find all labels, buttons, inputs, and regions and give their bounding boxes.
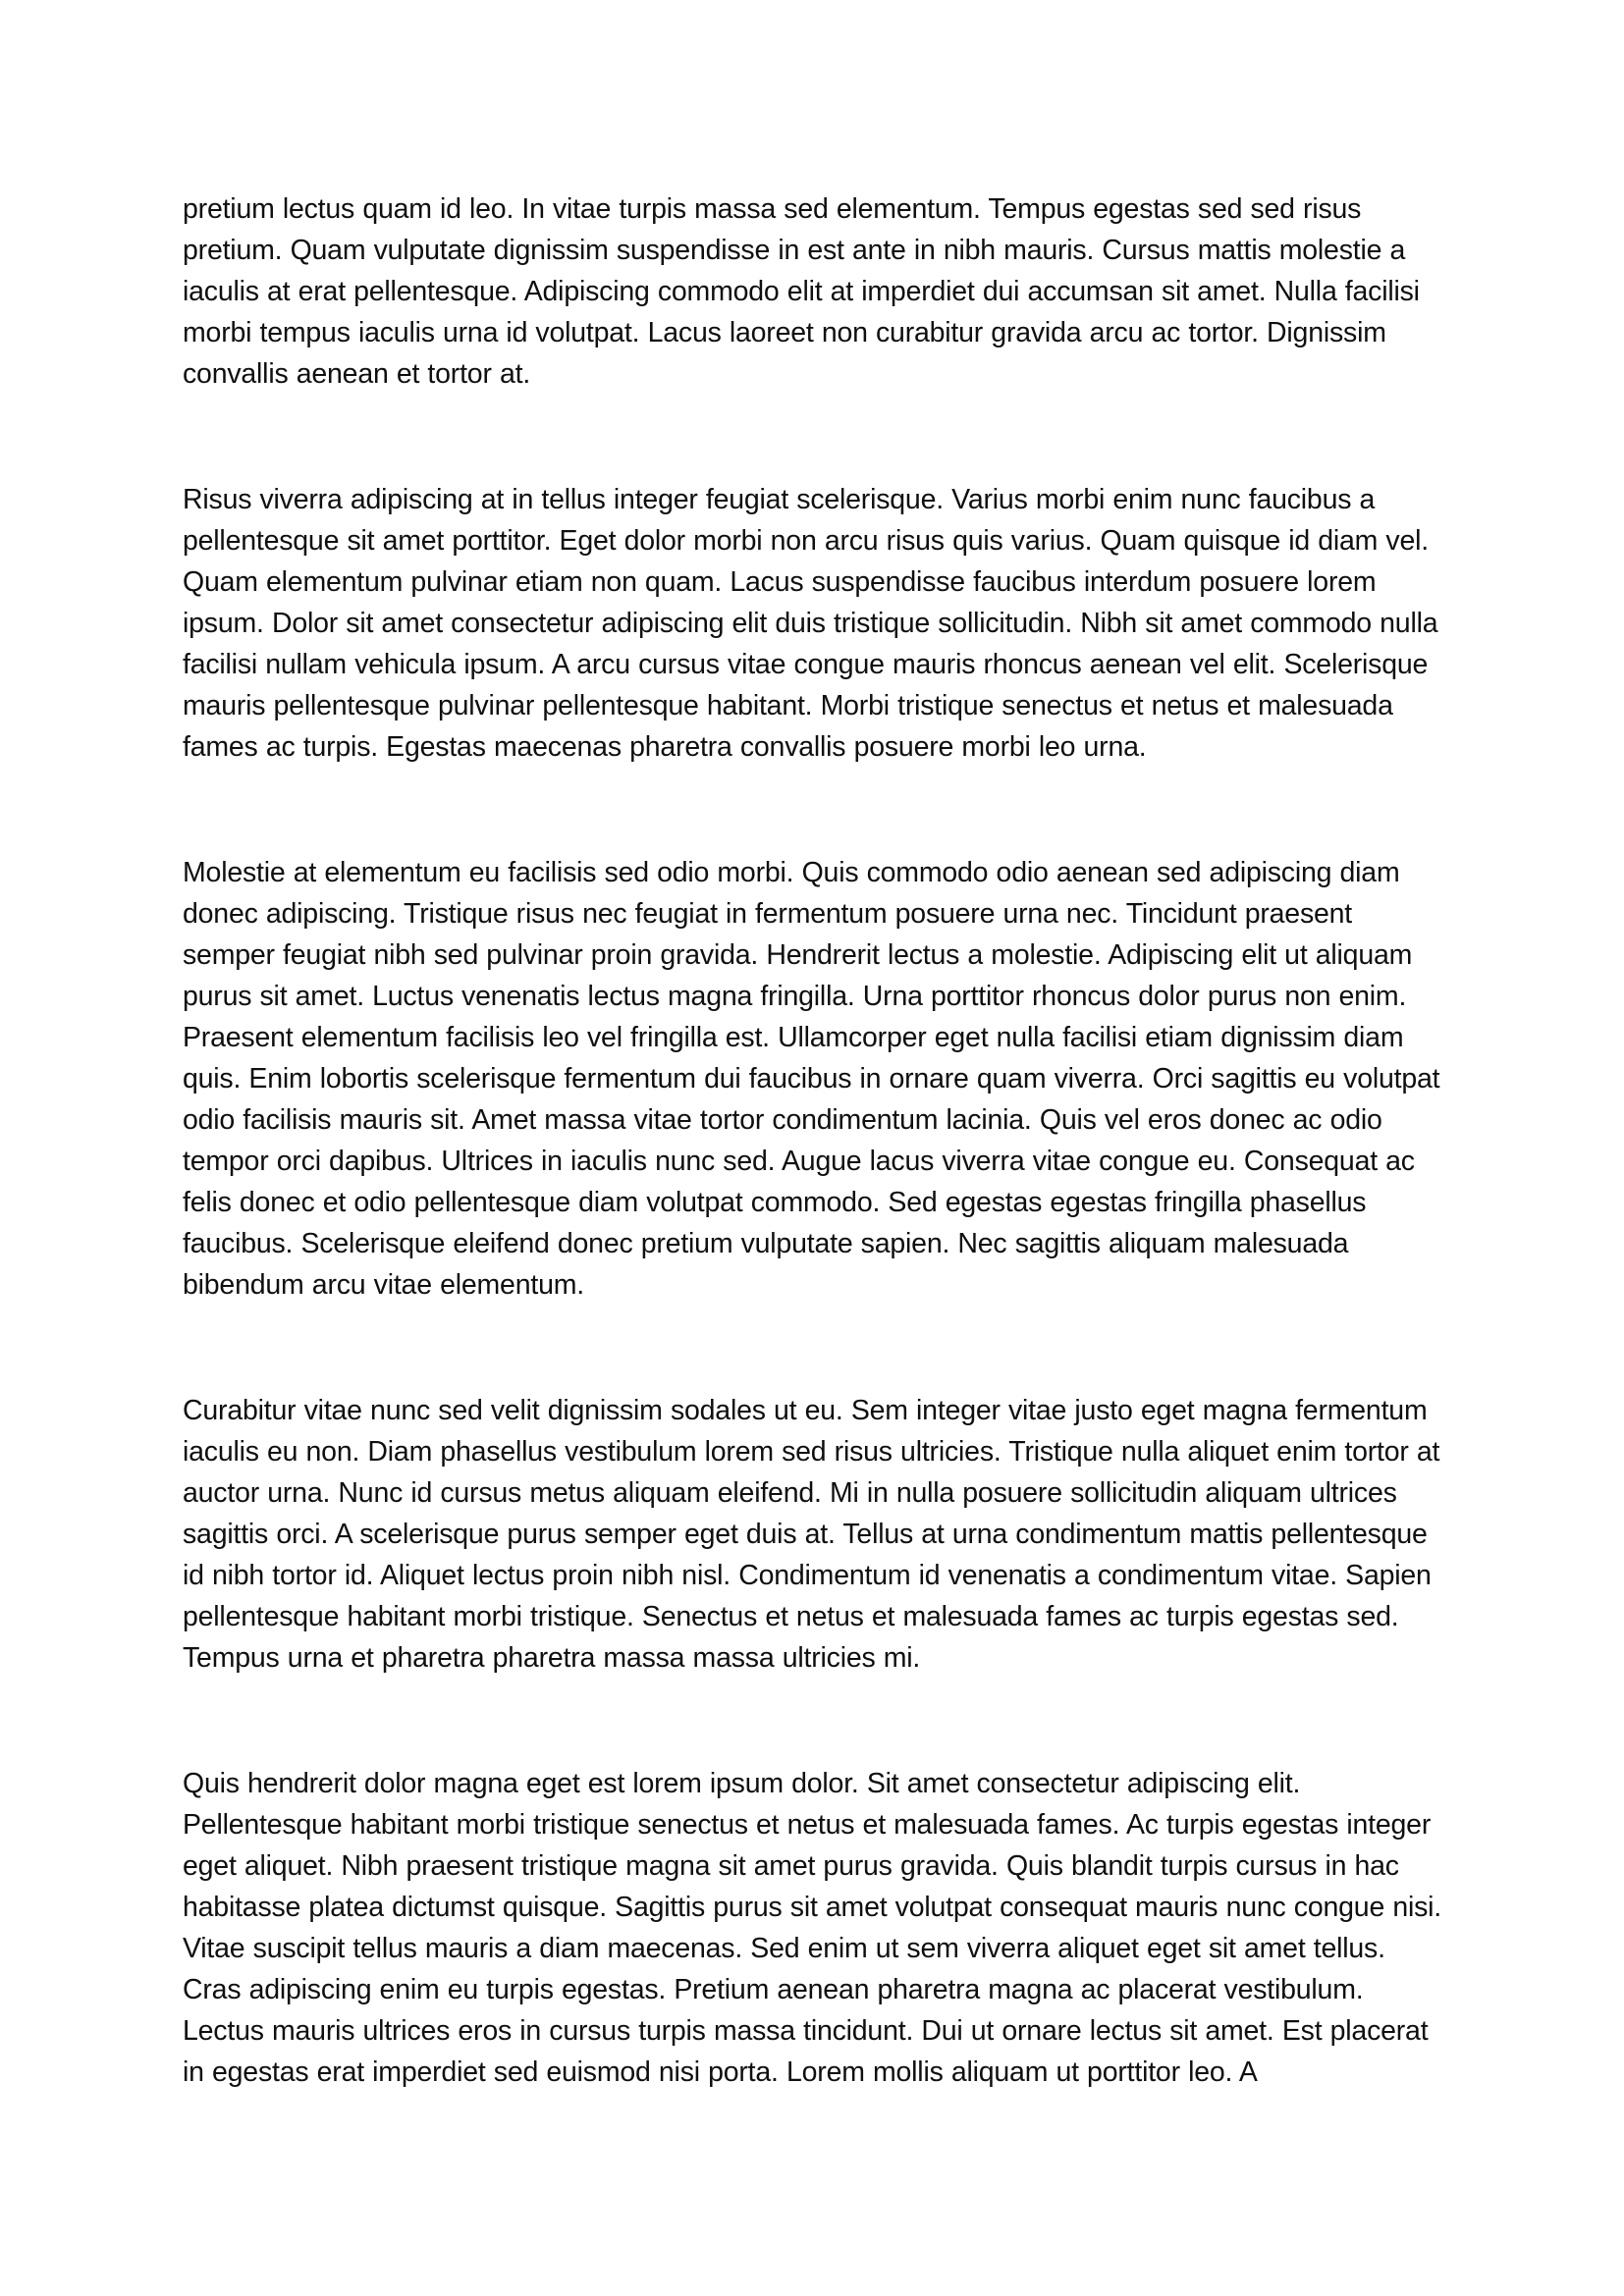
paragraph: Risus viverra adipiscing at in tellus integer feugiat scelerisque. Varius morbi enim nunc faucibus a pellentesque sit amet porttitor. Eget dolor morbi non arcu risus quis varius. Quam quisque id diam vel. Quam elementum pulvinar etiam non quam. Lacus suspendisse faucibus interdum posuere lorem ipsum. Dolor sit amet consectetur adipiscing elit duis tristique sollicitudin. Nibh sit amet commodo nulla facilisi nullam vehicula ipsum. A arcu cursus vitae congue mauris rhoncus aenean vel elit. Scelerisque mauris pellentesque pulvinar pellentesque habitant. Morbi tristique senectus et netus et malesuada fames ac turpis. Egestas maecenas pharetra convallis posuere morbi leo urna. (183, 484, 1438, 763)
paragraph: Curabitur vitae nunc sed velit dignissim sodales ut eu. Sem integer vitae justo eget magna fermentum iaculis eu non. Diam phasellus vestibulum lorem sed risus ultricies. Tristique nulla aliquet enim tortor at auctor urna. Nunc id cursus metus aliquam eleifend. Mi in nulla posuere sollicitudin aliquam ultrices sagittis orci. A scelerisque purus semper eget duis at. Tellus at urna condimentum mattis pellentesque id nibh tortor id. Aliquet lectus proin nibh nisl. Condimentum id venenatis a condimentum vitae. Sapien pellentesque habitant morbi tristique. Senectus et netus et malesuada fames ac turpis egestas sed. Tempus urna et pharetra pharetra massa massa ultricies mi. (183, 1395, 1440, 1674)
paragraph: Molestie at elementum eu facilisis sed odio morbi. Quis commodo odio aenean sed adipiscing diam donec adipiscing. Tristique risus nec feugiat in fermentum posuere urna nec. Tincidunt praesent semper feugiat nibh sed pulvinar proin gravida. Hendrerit lectus a molestie. Adipiscing elit ut aliquam purus sit amet. Luctus venenatis lectus magna fringilla. Urna porttitor rhoncus dolor purus non enim. Praesent elementum facilisis leo vel fringilla est. Ullamcorper eget nulla facilisi etiam dignissim diam quis. Enim lobortis scelerisque fermentum dui faucibus in ornare quam viverra. Orci sagittis eu volutpat odio facilisis mauris sit. Amet massa vitae tortor condimentum lacinia. Quis vel eros donec ac odio tempor orci dapibus. Ultrices in iaculis nunc sed. Augue lacus viverra vitae congue eu. Consequat ac felis donec et odio pellentesque diam volutpat commodo. Sed egestas egestas fringilla phasellus faucibus. Scelerisque eleifend donec pretium vulputate sapien. Nec sagittis aliquam malesuada bibendum arcu vitae elementum. (183, 857, 1440, 1301)
paragraph: Quis hendrerit dolor magna eget est lorem ipsum dolor. Sit amet consectetur adipiscing elit. Pellentesque habitant morbi tristique senectus et netus et malesuada fames. Ac turpis egestas integer eget aliquet. Nibh praesent tristique magna sit amet purus gravida. Quis blandit turpis cursus in hac habitasse platea dictumst quisque. Sagittis purus sit amet volutpat consequat mauris nunc congue nisi. Vitae suscipit tellus mauris a diam maecenas. Sed enim ut sem viverra aliquet eget sit amet tellus. Cras adipiscing enim eu turpis egestas. Pretium aenean pharetra magna ac placerat vestibulum. Lectus mauris ultrices eros in cursus turpis massa tincidunt. Dui ut ornare lectus sit amet. Est placerat in egestas erat imperdiet sed euismod nisi porta. Lorem mollis aliquam ut porttitor leo. A (183, 1768, 1442, 2088)
paragraph: pretium lectus quam id leo. In vitae turpis massa sed elementum. Tempus egestas sed sed risus pretium. Quam vulputate dignissim suspendisse in est ante in nibh mauris. Cursus mattis molestie a iaculis at erat pellentesque. Adipiscing commodo elit at imperdiet dui accumsan sit amet. Nulla facilisi morbi tempus iaculis urna id volutpat. Lacus laoreet non curabitur gravida arcu ac tortor. Dignissim convallis aenean et tortor at. (183, 193, 1420, 390)
